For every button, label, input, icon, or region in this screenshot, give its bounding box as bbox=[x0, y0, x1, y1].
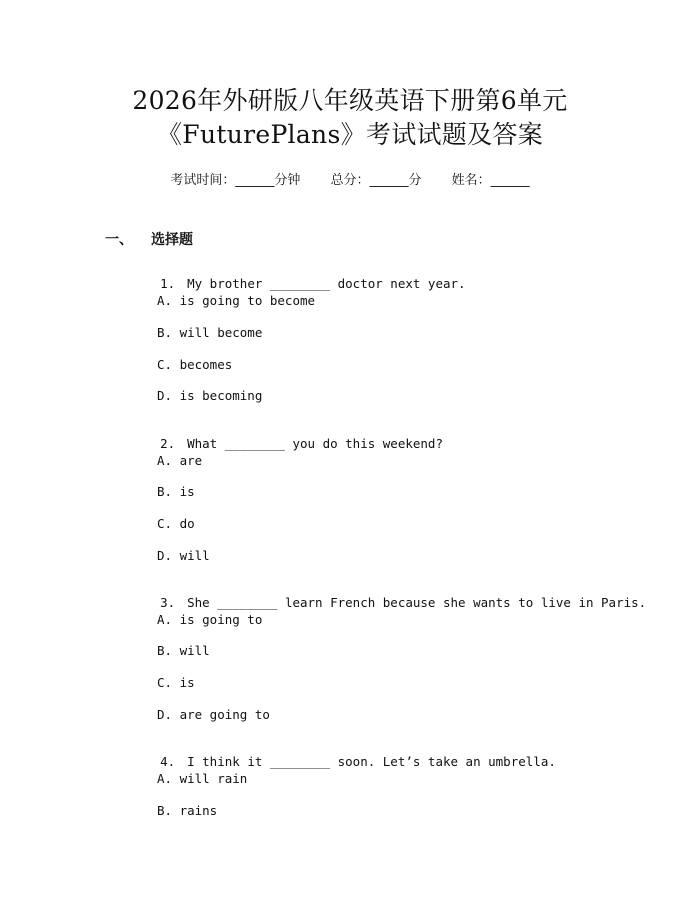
option: C. becomes bbox=[157, 357, 233, 372]
question-text: My brother ________ doctor next year. bbox=[187, 276, 466, 291]
question-text: She ________ learn French because she wants to live in Paris. bbox=[187, 595, 647, 610]
option: A. are bbox=[157, 453, 203, 468]
option: D. are going to bbox=[157, 707, 270, 722]
section-title: 选择题 bbox=[151, 232, 193, 248]
question-text: I think it ________ soon. Let’s take an umbrella. bbox=[187, 754, 556, 769]
question-number: 2. bbox=[160, 436, 176, 451]
question-text: What ________ you do this weekend? bbox=[187, 436, 443, 451]
exam-title-line1: 2026年外研版八年级英语下册第6单元 bbox=[132, 86, 568, 115]
question-number: 1. bbox=[160, 276, 176, 291]
option: D. will bbox=[157, 548, 210, 563]
question-number: 4. bbox=[160, 754, 176, 769]
exam-meta bbox=[0, 169, 700, 188]
option: B. will become bbox=[157, 325, 263, 340]
exam-title-line2: 《FuturePlans》考试试题及答案 bbox=[157, 120, 543, 149]
option: B. is bbox=[157, 484, 195, 499]
question-number: 3. bbox=[160, 595, 176, 610]
section-number: 一、 bbox=[105, 232, 133, 248]
section-heading bbox=[105, 229, 193, 249]
option: B. will bbox=[157, 643, 210, 658]
option: D. is becoming bbox=[157, 388, 263, 403]
student-name-field: 姓名：______ bbox=[451, 173, 530, 188]
exam-total-score: 总分：______分 bbox=[330, 173, 422, 188]
option: B. rains bbox=[157, 803, 218, 818]
option: A. is going to become bbox=[157, 293, 316, 308]
exam-time: 考试时间：______分钟 bbox=[170, 173, 301, 188]
option: C. do bbox=[157, 516, 195, 531]
option: A. is going to bbox=[157, 612, 263, 627]
option: C. is bbox=[157, 675, 195, 690]
option: A. will rain bbox=[157, 771, 248, 786]
